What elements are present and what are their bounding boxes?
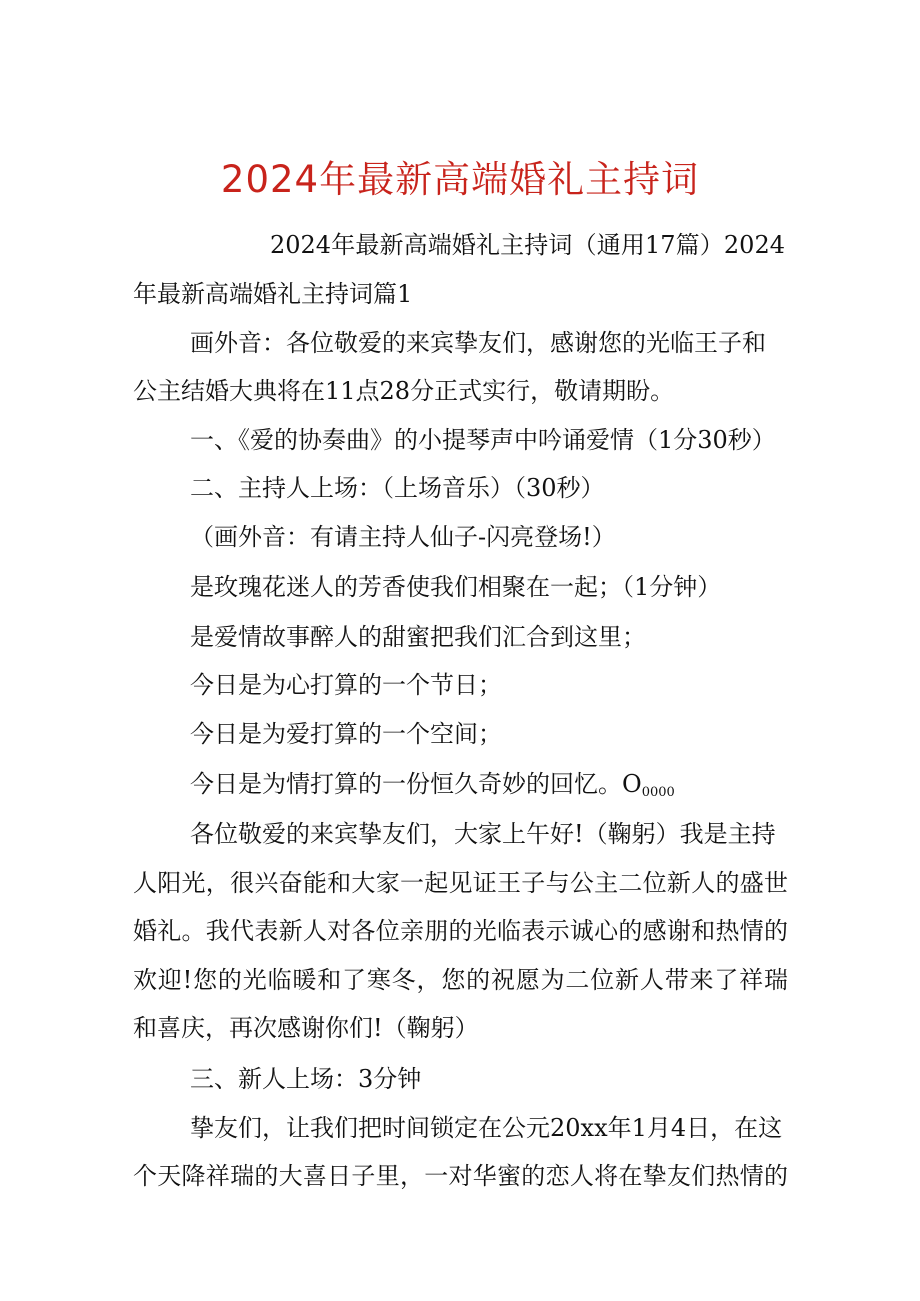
host-speech-line: 是爱情故事醉人的甜蜜把我们汇合到这里； <box>190 623 646 651</box>
voiceover-line: （画外音：有请主持人仙子-闪亮登场!） <box>190 523 616 551</box>
host-speech-line: 今日是为爱打算的一个空间； <box>190 720 502 748</box>
paragraph-line: 欢迎!您的光临暖和了寒冬，您的祝愿为二位新人带来了祥瑞 <box>133 966 788 994</box>
paragraph-line: 个天降祥瑞的大喜日子里，一对华蜜的恋人将在挚友们热情的 <box>133 1162 788 1190</box>
host-speech-text: 今日是为情打算的一份恒久奇妙的回忆。O <box>190 770 642 798</box>
subscript-text: 0000 <box>641 785 675 800</box>
host-speech-line <box>190 767 675 810</box>
paragraph-line: 各位敬爱的来宾挚友们，大家上午好!（鞠躬）我是主持 <box>190 820 776 848</box>
host-speech-line: 是玫瑰花迷人的芳香使我们相聚在一起；（1分钟） <box>190 573 722 601</box>
subtitle-line-continued: 年最新高端婚礼主持词篇1 <box>133 280 413 308</box>
program-item-line: 三、新人上场：3分钟 <box>190 1065 422 1093</box>
program-item-line: 二、主持人上场：（上场音乐）（30秒） <box>190 474 605 502</box>
program-item-line: 一、《爱的协奏曲》的小提琴声中吟诵爱情（1分30秒） <box>190 426 776 454</box>
document-title: 2024年最新高端婚礼主持词 <box>220 158 700 201</box>
paragraph-line: 婚礼。我代表新人对各位亲朋的光临表示诚心的感谢和热情的 <box>133 917 788 945</box>
paragraph-line: 人阳光，很兴奋能和大家一起见证王子与公主二位新人的盛世 <box>133 869 788 897</box>
paragraph-line: 挚友们，让我们把时间锁定在公元20xx年1月4日，在这 <box>190 1114 783 1142</box>
host-speech-line: 今日是为心打算的一个节日； <box>190 671 502 699</box>
paragraph-line: 和喜庆，再次感谢你们!（鞠躬） <box>133 1014 479 1042</box>
paragraph-line: 公主结婚大典将在11点28分正式实行，敬请期盼。 <box>133 377 675 405</box>
subtitle-line: 2024年最新高端婚礼主持词（通用17篇）2024 <box>270 231 785 259</box>
paragraph-line: 画外音：各位敬爱的来宾挚友们，感谢您的光临王子和 <box>190 329 766 357</box>
